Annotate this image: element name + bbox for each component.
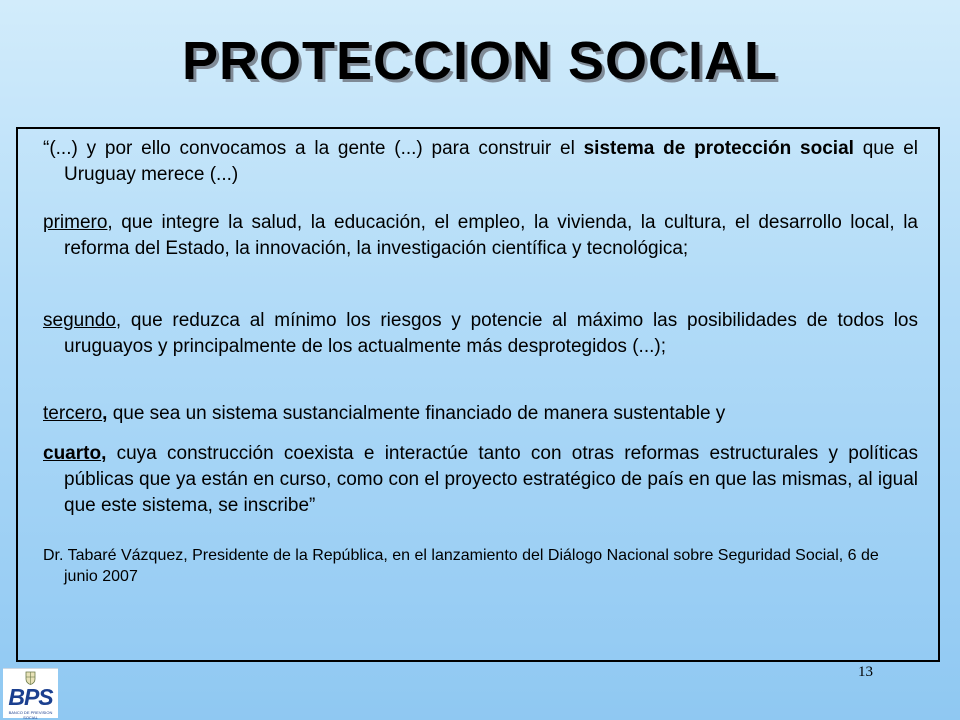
bps-logo-subtext: BANCO DE PREVISION SOCIAL bbox=[8, 710, 53, 720]
paragraph-intro bbox=[43, 136, 918, 188]
tercero-comma: , bbox=[102, 403, 108, 424]
intro-text-c: que el Uruguay merece (...) bbox=[64, 138, 918, 185]
primero-label: primero bbox=[43, 212, 108, 233]
slide-title: PROTECCION SOCIAL bbox=[181, 31, 779, 91]
paragraph-cuarto bbox=[43, 441, 918, 519]
bps-logo bbox=[3, 668, 58, 718]
tercero-text: que sea un sistema sustancialmente financiado de manera sustentable y bbox=[107, 403, 726, 424]
intro-text-a: “(...) y por ello convocamos a la gente (...) para construir el bbox=[43, 138, 584, 159]
cuarto-text: cuya construcción coexista e interactúe tanto con otras reformas estructurales y políticas públicas que ya están en curso, como con el proyecto estratégico de país en que las mismas, al igual que este sistema, se inscribe” bbox=[64, 443, 918, 516]
tercero-label: tercero bbox=[43, 403, 103, 424]
page-number: 13 bbox=[858, 664, 873, 680]
cuarto-label: cuarto bbox=[43, 443, 102, 464]
intro-highlight: sistema de protección social bbox=[583, 138, 854, 159]
segundo-text: , que reduzca al mínimo los riesgos y potencie al máximo las posibilidades de todos los uruguayos y principalmente de los actualmente más desprotegidos (...); bbox=[64, 310, 918, 357]
attribution: Dr. Tabaré Vázquez, Presidente de la República, en el lanzamiento del Diálogo Nacional sobre Seguridad Social, 6 de junio 2007 bbox=[43, 547, 879, 585]
paragraph-primero bbox=[43, 210, 918, 262]
primero-text: , que integre la salud, la educación, el empleo, la vivienda, la cultura, el desarrollo local, la reforma del Estado, la innovación, la investigación científica y tecnológica; bbox=[64, 212, 918, 259]
segundo-label: segundo bbox=[43, 310, 116, 331]
bps-logo-text: BPS bbox=[8, 684, 53, 710]
coat-of-arms-icon bbox=[25, 671, 36, 685]
cuarto-comma: , bbox=[101, 443, 107, 464]
paragraph-segundo bbox=[43, 308, 918, 360]
paragraph-tercero bbox=[43, 401, 918, 427]
